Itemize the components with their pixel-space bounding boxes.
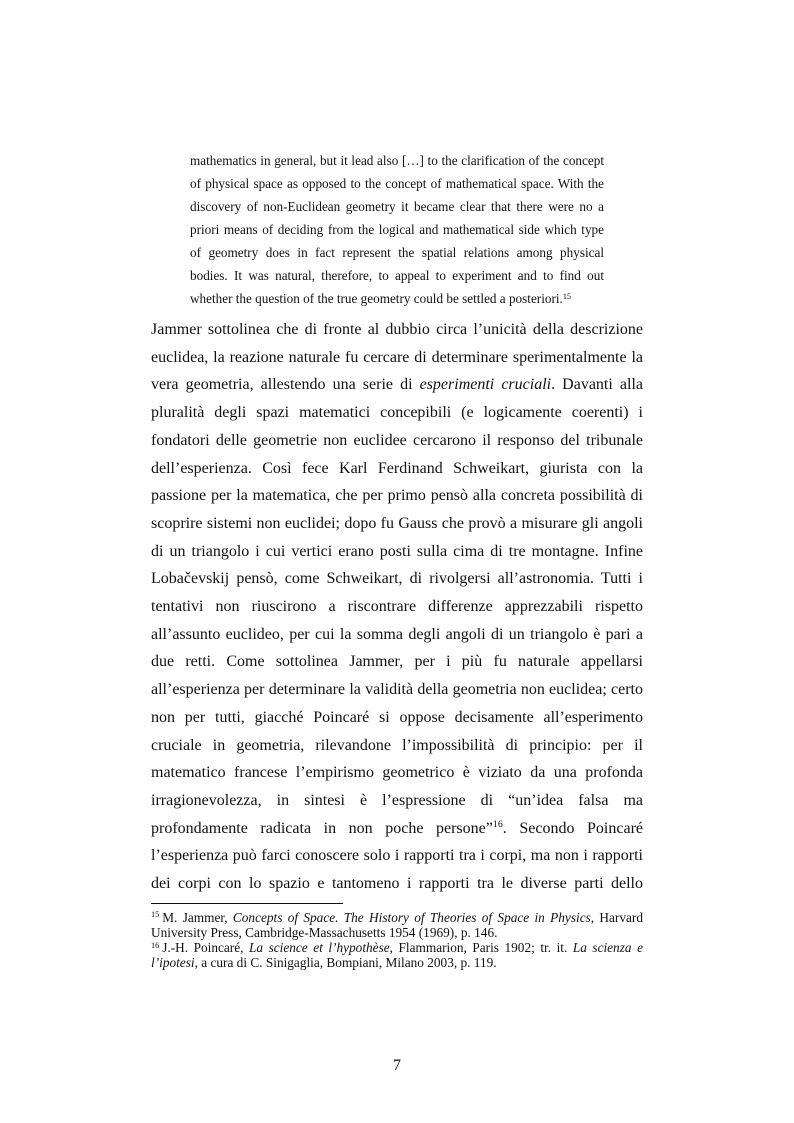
footnote-ref-15: 15 <box>562 291 571 301</box>
body-text-segment: . Davanti alla <box>551 376 643 394</box>
quote-line: bodies. It was natural, therefore, to appeal to experiment and to find out <box>190 268 604 283</box>
body-line: euclidea, la reazione naturale fu cercare di determinare sperimentalmente la <box>151 348 643 366</box>
body-line: cruciale in geometria, rilevandone l’impossibilità di principio: per il <box>151 736 643 754</box>
body-line: Lobačevskij pensò, come Schweikart, di rivolgersi all’astronomia. Tutti i <box>151 570 643 588</box>
footnote-text-segment: J.-H. Poincaré, <box>162 940 249 956</box>
body-line: tentativi non riuscirono a riscontrare differenze apprezzabili rispetto <box>151 598 643 616</box>
book-title: l’ipotesi <box>151 955 195 971</box>
body-line: pluralità degli spazi matematici concepibili (e logicamente coerenti) i <box>151 404 643 422</box>
body-text-segment: vera geometria, allestendo una serie di <box>151 376 420 394</box>
quote-line <box>190 287 604 310</box>
book-title: La scienza e <box>572 940 643 956</box>
quote-line-text: whether the question of the true geometry could be settled a posteriori. <box>190 291 563 306</box>
footnote-text-segment: M. Jammer, <box>162 909 233 925</box>
body-line: l’esperienza può farci conoscere solo i rapporti tra i corpi, ma non i rapporti <box>151 847 643 865</box>
book-title: Concepts of Space. The History of Theories of Space in Physics <box>232 909 591 925</box>
footnote-line <box>151 955 643 970</box>
footnotes <box>151 910 643 971</box>
body-line <box>151 371 643 399</box>
body-line: due retti. Come sottolinea Jammer, per i più fu naturale appellarsi <box>151 653 643 671</box>
body-line: di un triangolo i cui vertici erano posti sulla cima di tre montagne. Infine <box>151 542 643 560</box>
footnote-line <box>151 940 643 955</box>
footnote-line: University Press, Cambridge-Massachusetts 1954 (1969), p. 146. <box>151 924 498 940</box>
quote-line: of physical space as opposed to the concept of mathematical space. With the <box>190 176 604 191</box>
footnote-text-segment: , a cura di C. Sinigaglia, Bompiani, Milano 2003, p. 119. <box>194 955 497 971</box>
footnote-text-segment: , Flammarion, Paris 1902; tr. it. <box>389 940 573 956</box>
body-line: all’esperienza per determinare la validità della geometria non euclidea; certo <box>151 681 643 699</box>
body-line: Jammer sottolinea che di fronte al dubbio circa l’unicità della descrizione <box>151 321 643 338</box>
quote-line: priori means of deciding from the logical and mathematical side which type <box>190 222 604 237</box>
book-title: La science et l’hypothèse <box>249 940 390 956</box>
body-text-segment: . Secondo Poincaré <box>502 819 644 837</box>
footnote-text-segment: , Harvard <box>590 909 643 925</box>
block-quote <box>190 149 604 310</box>
footnote-number: 15 <box>151 909 160 919</box>
body-text-segment: profondamente radicata in non poche persone” <box>151 819 493 837</box>
body-line: irragionevolezza, in sintesi è l’espressione di “un’idea falsa ma <box>151 791 643 809</box>
footnote-ref-16: 16 <box>492 819 503 831</box>
footnote-number: 16 <box>151 940 160 950</box>
italic-term: esperimenti cruciali <box>419 376 552 394</box>
footnote-separator <box>151 903 343 904</box>
body-line: non per tutti, giacché Poincaré si oppose decisamente all’esperimento <box>151 708 643 726</box>
body-line: dell’esperienza. Così fece Karl Ferdinand Schweikart, giurista con la <box>151 459 643 477</box>
body-line: scoprire sistemi non euclidei; dopo fu Gauss che provò a misurare gli angoli <box>151 514 643 532</box>
quote-line: discovery of non-Euclidean geometry it became clear that there were no a <box>190 199 604 214</box>
page-number: 7 <box>393 1057 401 1074</box>
footnote-line <box>151 910 643 925</box>
body-line: fondatori delle geometrie non euclidee cercarono il responso del tribunale <box>151 431 643 449</box>
quote-line: of geometry does in fact represent the spatial relations among physical <box>190 245 604 260</box>
body-paragraph <box>151 316 643 898</box>
body-line: matematico francese l’empirismo geometrico è viziato da una profonda <box>151 764 643 782</box>
body-line: dei corpi con lo spazio e tantomeno i rapporti tra le diverse parti dello <box>151 875 643 893</box>
body-line: all’assunto euclideo, per cui la somma degli angoli di un triangolo è pari a <box>151 625 643 643</box>
body-line <box>151 815 643 843</box>
body-line: passione per la matematica, che per primo pensò alla concreta possibilità di <box>151 487 643 505</box>
quote-line: mathematics in general, but it lead also […] to the clarification of the concept <box>190 153 604 168</box>
